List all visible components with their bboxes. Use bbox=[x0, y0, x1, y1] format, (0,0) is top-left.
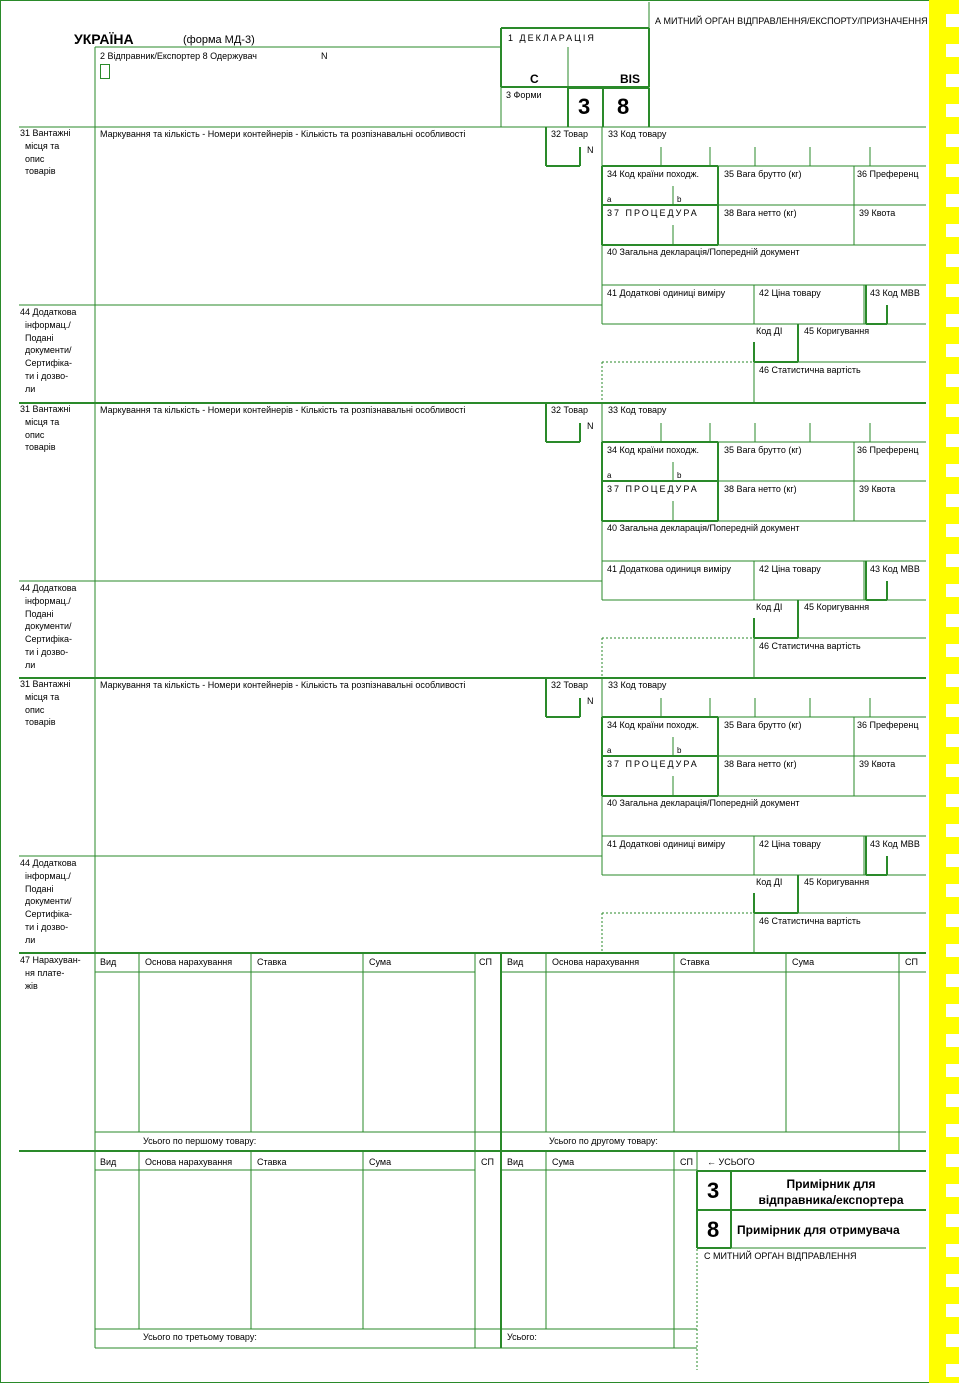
perforation-hole bbox=[946, 674, 959, 687]
pay3-osnova: Основа нарахування bbox=[145, 1157, 233, 1167]
box34-a: a bbox=[607, 195, 612, 204]
box45-label: 45 Коригування bbox=[804, 877, 870, 887]
box34-label: 34 Код країни походж. bbox=[607, 169, 700, 179]
perforation-hole bbox=[946, 44, 959, 57]
copy-label-a: Примірник для відправника/експортера bbox=[758, 1177, 904, 1207]
box42-label: 42 Ціна товару bbox=[759, 564, 821, 574]
pay-vyd: Вид bbox=[100, 957, 117, 967]
box32-label: 32 Товар bbox=[551, 129, 589, 139]
box39-label: 39 Квота bbox=[859, 208, 896, 218]
perforation-hole bbox=[946, 584, 959, 597]
perforation-hole bbox=[946, 1034, 959, 1047]
perforation-hole bbox=[946, 104, 959, 117]
perforation-hole bbox=[946, 254, 959, 267]
box43-label: 43 Код МВВ bbox=[870, 839, 920, 849]
pay4-suma: Сума bbox=[552, 1157, 575, 1167]
box36-label: 36 Преференц bbox=[857, 169, 919, 179]
perforation-hole bbox=[946, 404, 959, 417]
box46-label: 46 Статистична вартість bbox=[759, 916, 861, 926]
box41-label: 41 Додаткові одиниці виміру bbox=[607, 288, 726, 298]
perforation-hole bbox=[946, 494, 959, 507]
box40-label: 40 Загальна декларація/Попередній документ bbox=[607, 798, 800, 808]
perforation-hole bbox=[946, 1064, 959, 1077]
box44-label: 44 Додаткова інформац./ Подані документи/ Сертифіка- ти і дозво- ли bbox=[20, 858, 77, 945]
perforation-hole bbox=[946, 854, 959, 867]
perforation-hole bbox=[946, 224, 959, 237]
marking-label: Маркування та кількість - Номери контейнерів - Кількість та розпізнавальні особливості bbox=[100, 129, 466, 139]
box34-label: 34 Код країни походж. bbox=[607, 720, 700, 730]
total-all: Усього: bbox=[507, 1332, 537, 1342]
box-c-label: С МИТНИЙ ОРГАН ВІДПРАВЛЕННЯ bbox=[704, 1251, 857, 1261]
pay2-sp: СП bbox=[905, 957, 918, 967]
perforation-hole bbox=[946, 284, 959, 297]
perforation-hole bbox=[946, 464, 959, 477]
box40-label: 40 Загальна декларація/Попередній документ bbox=[607, 523, 800, 533]
perforation-hole bbox=[946, 1364, 959, 1377]
box39-label: 39 Квота bbox=[859, 759, 896, 769]
perforation-hole bbox=[946, 194, 959, 207]
perforation-hole bbox=[946, 1334, 959, 1347]
perforation-hole bbox=[946, 704, 959, 717]
perforation-hole bbox=[946, 554, 959, 567]
box42-label: 42 Ціна товару bbox=[759, 288, 821, 298]
perforation-hole bbox=[946, 974, 959, 987]
box44-label: 44 Додаткова інформац./ Подані документи/ Сертифіка- ти і дозво- ли bbox=[20, 583, 77, 670]
perforation-hole bbox=[946, 1214, 959, 1227]
box43-label: 43 Код МВВ bbox=[870, 288, 920, 298]
perforation-hole bbox=[946, 1274, 959, 1287]
box42-label: 42 Ціна товару bbox=[759, 839, 821, 849]
box33-label: 33 Код товару bbox=[608, 405, 667, 415]
pay4-vyd: Вид bbox=[507, 1157, 524, 1167]
grand-total-label: ← УСЬОГО bbox=[707, 1157, 755, 1167]
marking-label: Маркування та кількість - Номери контейнерів - Кількість та розпізнавальні особливості bbox=[100, 680, 466, 690]
box35-label: 35 Вага брутто (кг) bbox=[724, 720, 802, 730]
item-block-2 bbox=[0, 403, 930, 679]
box1-label: 1 ДЕКЛАРАЦІЯ bbox=[508, 33, 596, 43]
perforation-hole bbox=[946, 1094, 959, 1107]
copy-box-number-b: 8 bbox=[707, 1217, 720, 1242]
box-a-label: А МИТНИЙ ОРГАН ВІДПРАВЛЕННЯ/ЕКСПОРТУ/ПРИЗНАЧЕННЯ bbox=[655, 16, 928, 26]
kod-di-label: Код ДІ bbox=[756, 602, 783, 612]
box46-label: 46 Статистична вартість bbox=[759, 365, 861, 375]
total-first-item: Усього по першому товару: bbox=[143, 1136, 257, 1146]
perforation-hole bbox=[946, 1304, 959, 1317]
perforation-hole bbox=[946, 734, 959, 747]
copy-number-b: 8 bbox=[617, 94, 630, 119]
perforation-hole bbox=[946, 614, 959, 627]
box34-b: b bbox=[677, 746, 682, 755]
box34-b: b bbox=[677, 471, 682, 480]
marking-label: Маркування та кількість - Номери контейнерів - Кількість та розпізнавальні особливості bbox=[100, 405, 466, 415]
box46-label: 46 Статистична вартість bbox=[759, 641, 861, 651]
box33-label: 33 Код товару bbox=[608, 680, 667, 690]
box43-label: 43 Код МВВ bbox=[870, 564, 920, 574]
perforation-hole bbox=[946, 524, 959, 537]
pay2-stavka: Ставка bbox=[680, 957, 710, 967]
perforation-hole bbox=[946, 74, 959, 87]
box36-label: 36 Преференц bbox=[857, 445, 919, 455]
perforation-hole bbox=[946, 1184, 959, 1197]
box34-a: a bbox=[607, 471, 612, 480]
box1-c: С bbox=[530, 72, 539, 86]
box2-n: N bbox=[321, 51, 328, 61]
box39-label: 39 Квота bbox=[859, 484, 896, 494]
item-block-3 bbox=[0, 678, 930, 954]
box41-label: 41 Додаткові одиниці виміру bbox=[607, 839, 726, 849]
box3-label: 3 Форми bbox=[506, 90, 542, 100]
pay2-suma: Сума bbox=[792, 957, 815, 967]
box31-label: 31 Вантажні місця та опис товарів bbox=[20, 128, 71, 177]
perforation-hole bbox=[946, 764, 959, 777]
box32-label: 32 Товар bbox=[551, 680, 589, 690]
box37-label: 37 ПРОЦЕДУРА bbox=[607, 208, 699, 218]
kod-di-label: Код ДІ bbox=[756, 326, 783, 336]
perforation-hole bbox=[946, 134, 959, 147]
perforation-hole bbox=[946, 1124, 959, 1137]
box35-label: 35 Вага брутто (кг) bbox=[724, 169, 802, 179]
box40-label: 40 Загальна декларація/Попередній документ bbox=[607, 247, 800, 257]
box34-a: a bbox=[607, 746, 612, 755]
pay3-sp: СП bbox=[481, 1157, 494, 1167]
pay-osnova: Основа нарахування bbox=[145, 957, 233, 967]
box35-label: 35 Вага брутто (кг) bbox=[724, 445, 802, 455]
perforation-hole bbox=[946, 884, 959, 897]
perforation-hole bbox=[946, 344, 959, 357]
perforation-hole bbox=[946, 374, 959, 387]
box44-label: 44 Додаткова інформац./ Подані документи/ Сертифіка- ти і дозво- ли bbox=[20, 307, 77, 394]
pay-stavka: Ставка bbox=[257, 957, 287, 967]
pay4-sp: СП bbox=[680, 1157, 693, 1167]
box41-label: 41 Додаткова одиниця виміру bbox=[607, 564, 731, 574]
copy-number-a: 3 bbox=[578, 94, 591, 119]
perforation-hole bbox=[946, 434, 959, 447]
box32-label: 32 Товар bbox=[551, 405, 589, 415]
pay2-vyd: Вид bbox=[507, 957, 524, 967]
pay-sp: СП bbox=[479, 957, 492, 967]
total-second-item: Усього по другому товару: bbox=[549, 1136, 658, 1146]
box32-n: N bbox=[587, 145, 594, 155]
perforation-hole bbox=[946, 944, 959, 957]
perforation-hole bbox=[946, 164, 959, 177]
box34-label: 34 Код країни походж. bbox=[607, 445, 700, 455]
perforation-hole bbox=[946, 1244, 959, 1257]
perforation-hole bbox=[946, 1154, 959, 1167]
box33-label: 33 Код товару bbox=[608, 129, 667, 139]
box31-label: 31 Вантажні місця та опис товарів bbox=[20, 404, 71, 453]
box45-label: 45 Коригування bbox=[804, 326, 870, 336]
perforation-hole bbox=[946, 314, 959, 327]
perforation-hole bbox=[946, 794, 959, 807]
box31-label: 31 Вантажні місця та опис товарів bbox=[20, 679, 71, 728]
box37-label: 37 ПРОЦЕДУРА bbox=[607, 759, 699, 769]
perforation-hole bbox=[946, 914, 959, 927]
box32-n: N bbox=[587, 696, 594, 706]
box38-label: 38 Вага нетто (кг) bbox=[724, 759, 797, 769]
pay3-stavka: Ставка bbox=[257, 1157, 287, 1167]
kod-di-label: Код ДІ bbox=[756, 877, 783, 887]
perforation-hole bbox=[946, 644, 959, 657]
box47-label: 47 Нарахуван- ня плате- жів bbox=[20, 955, 81, 991]
box36-label: 36 Преференц bbox=[857, 720, 919, 730]
box32-n: N bbox=[587, 421, 594, 431]
total-third-item: Усього по третьому товару: bbox=[143, 1332, 257, 1342]
box38-label: 38 Вага нетто (кг) bbox=[724, 484, 797, 494]
copy-box-number-a: 3 bbox=[707, 1178, 720, 1203]
checkbox[interactable] bbox=[100, 64, 110, 79]
copy-label-b: Примірник для отримувача bbox=[737, 1223, 900, 1237]
item-block-1 bbox=[0, 127, 930, 403]
box45-label: 45 Коригування bbox=[804, 602, 870, 612]
box1-bis: BIS bbox=[620, 72, 641, 86]
form-name: (форма МД-3) bbox=[183, 34, 255, 46]
pay3-vyd: Вид bbox=[100, 1157, 117, 1167]
perforation-strip bbox=[929, 0, 959, 1383]
pay2-osnova: Основа нарахування bbox=[552, 957, 640, 967]
pay3-suma: Сума bbox=[369, 1157, 392, 1167]
box38-label: 38 Вага нетто (кг) bbox=[724, 208, 797, 218]
perforation-hole bbox=[946, 14, 959, 27]
perforation-hole bbox=[946, 824, 959, 837]
box34-b: b bbox=[677, 195, 682, 204]
box37-label: 37 ПРОЦЕДУРА bbox=[607, 484, 699, 494]
perforation-hole bbox=[946, 1004, 959, 1017]
country-title: УКРАЇНА bbox=[74, 31, 134, 47]
pay-suma: Сума bbox=[369, 957, 392, 967]
box2-label: 2 Відправник/Експортер 8 Одержувач bbox=[100, 51, 257, 61]
